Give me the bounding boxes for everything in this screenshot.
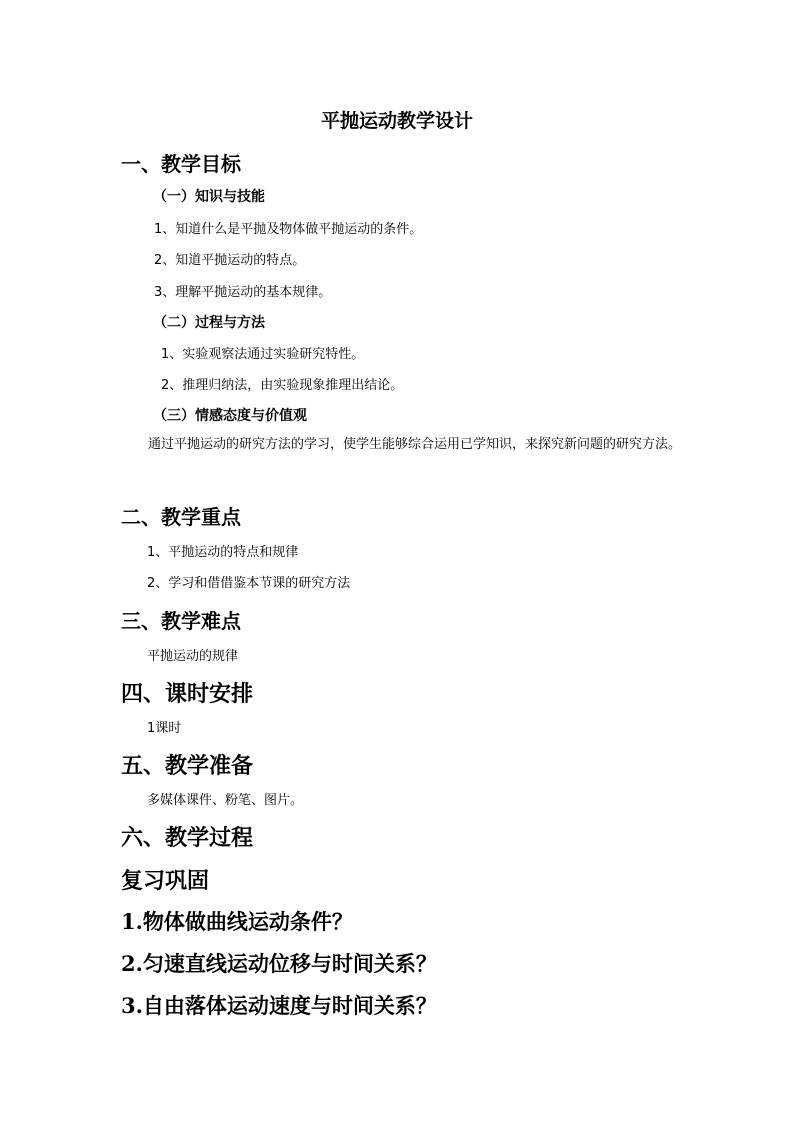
schedule-text: 1课时	[147, 721, 182, 736]
preparation-text: 多媒体课件、粉笔、图片。	[147, 793, 304, 808]
section-heading-objectives: 一、教学目标	[121, 152, 241, 176]
key-point-item-2: 2、学习和借借鉴本节课的研究方法	[147, 576, 351, 591]
review-heading: 复习巩固	[121, 868, 210, 894]
review-question-2: 2.匀速直线运动位移与时间关系？	[121, 951, 437, 976]
knowledge-item-3: 3、理解平抛运动的基本规律。	[154, 285, 332, 300]
review-question-1: 1.物体做曲线运动条件？	[121, 909, 353, 934]
document-title: 平抛运动教学设计	[320, 110, 473, 132]
section-heading-teaching-process: 六、教学过程	[121, 825, 254, 851]
knowledge-item-1: 1、知道什么是平抛及物体做平抛运动的条件。	[154, 222, 423, 237]
review-question-3: 3.自由落体运动速度与时间关系？	[121, 993, 437, 1018]
key-point-item-1: 1、平抛运动的特点和规律	[147, 545, 299, 560]
section-heading-difficulties: 三、教学难点	[121, 609, 241, 633]
difficulties-text: 平抛运动的规律	[147, 649, 239, 664]
subheading-emotion-values: （三）情感态度与价值观	[153, 408, 307, 424]
subheading-knowledge-skills: （一）知识与技能	[153, 189, 265, 205]
emotion-paragraph: 通过平抛运动的研究方法的学习，使学生能够综合运用已学知识，来探究新问题的研究方法。	[148, 437, 682, 452]
section-heading-key-points: 二、教学重点	[121, 505, 241, 529]
section-heading-schedule: 四、课时安排	[121, 681, 254, 707]
section-heading-preparation: 五、教学准备	[121, 753, 254, 779]
process-item-1: 1、实验观察法通过实验研究特性。	[161, 347, 365, 362]
knowledge-item-2: 2、知道平抛运动的特点。	[154, 253, 306, 268]
subheading-process-methods: （二）过程与方法	[153, 315, 265, 331]
process-item-2: 2、推理归纳法，由实验现象推理出结论。	[161, 378, 404, 393]
